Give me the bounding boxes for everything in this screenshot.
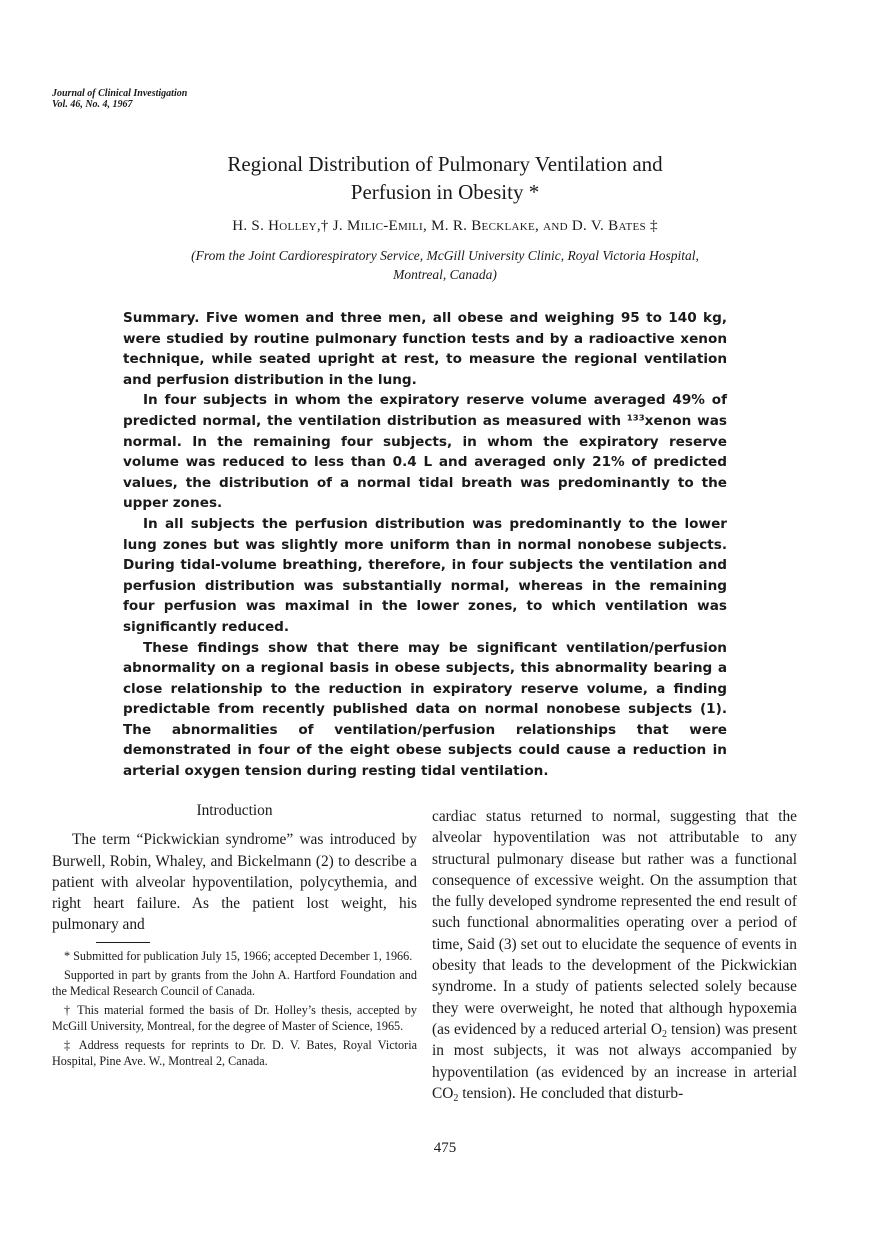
right-column-paragraph bbox=[432, 806, 797, 1104]
article-title bbox=[120, 150, 770, 206]
footnote-divider bbox=[96, 942, 150, 943]
co2-subscript: 2 bbox=[453, 1092, 459, 1104]
section-heading-introduction: Introduction bbox=[196, 802, 273, 819]
right-text-part-1: cardiac status returned to normal, suggesting that the alveolar hypoventilation was not attributable to any structural pulmonary disease but rather was a functional consequence of excessive weight. On the assumption that the fully developed syndrome represented the end result of such functional abnormalities operating over a period of time, Said (3) set out to elucidate the sequence of events in obesity that leads to the development of the Pickwickian syndrome. In a study of patients selected solely because they were overweight, he noted that although hypoxemia (as evidenced by a reduced arterial O bbox=[432, 808, 797, 1038]
summary-paragraph-4: These findings show that there may be significant ventilation/perfusion abnormality on a regional basis in obese subjects, this abnormality bearing a close relationship to the reduction in expiratory reserve volume, a finding predictable from recently published data on normal nonobese subjects (1). The abnormalities of ventilation/perfusion relationships that were demonstrated in four of the eight obese subjects could cause a reduction in arterial oxygen tension during resting tidal ventilation. bbox=[123, 639, 727, 780]
journal-volume: Vol. 46, No. 4, 1967 bbox=[52, 99, 133, 110]
author-milic-emili: J. Milic-Emili, bbox=[332, 218, 432, 234]
footnote-submitted: * Submitted for publication July 15, 1966; accepted December 1, 1966. bbox=[64, 948, 413, 963]
author-bates: and D. V. Bates ‡ bbox=[543, 218, 658, 234]
footnote-reprints: ‡ Address requests for reprints to Dr. D. V. Bates, Royal Victoria Hospital, Pine Ave. W., Montreal 2, Canada. bbox=[52, 1038, 417, 1068]
left-column bbox=[52, 800, 417, 1073]
right-text-part-3: tension). He concluded that disturb- bbox=[458, 1084, 684, 1102]
right-text-part-2: tension) was present in most subjects, it was not always accompanied by hypoventilation (as evidenced by an increase in arterial CO bbox=[432, 1020, 797, 1102]
summary-paragraph-1: Summary. Five women and three men, all obese and weighing 95 to 140 kg, were studied by routine pulmonary function tests and by a radioactive xenon technique, while seated upright at rest, to measure the regional ventilation and perfusion distribution in the lung. bbox=[123, 310, 727, 388]
journal-citation bbox=[52, 88, 187, 110]
summary-paragraph-3: In all subjects the perfusion distribution was predominantly to the lower lung zones but was slightly more uniform than in normal nonobese subjects. During tidal-volume breathing, therefore, in four subjects the ventilation and perfusion distribution was substantially normal, whereas in the remaining four perfusion was maximal in the lower zones, to which ventilation was significantly reduced. bbox=[123, 515, 727, 635]
summary-block bbox=[123, 308, 727, 782]
page-number: 475 bbox=[433, 1140, 457, 1156]
footnote-support: Supported in part by grants from the John A. Hartford Foundation and the Medical Research Council of Canada. bbox=[52, 968, 417, 998]
intro-paragraph-1: The term “Pickwickian syndrome” was introduced by Burwell, Robin, Whaley, and Bickelmann (2) to describe a patient with alveolar hypoventilation, polycythemia, and right heart failure. As the patient lost weight, his pulmonary and bbox=[52, 831, 417, 934]
journal-name: Journal of Clinical Investigation bbox=[52, 88, 188, 99]
summary-paragraph-2: In four subjects in whom the expiratory reserve volume averaged 49% of predicted normal, the ventilation distribution as measured with ¹³³xenon was normal. In the remaining four subjects, in whom the expiratory reserve volume was reduced to less than 0.4 L and averaged only 21% of predicted values, the distribution of a normal tidal breath was predominantly to the upper zones. bbox=[123, 392, 727, 512]
author-holley: H. S. Holley,† bbox=[232, 218, 333, 234]
affiliation bbox=[120, 246, 770, 284]
footnotes bbox=[52, 949, 417, 1070]
footnote-thesis: † This material formed the basis of Dr. Holley’s thesis, accepted by McGill University, Montreal, for the degree of Master of Science, 1965. bbox=[52, 1003, 417, 1033]
title-line-2: Perfusion in Obesity * bbox=[350, 180, 540, 204]
affiliation-line-1: (From the Joint Cardiorespiratory Service, McGill University Clinic, Royal Victoria Hospital, bbox=[191, 248, 699, 263]
title-line-1: Regional Distribution of Pulmonary Ventilation and bbox=[227, 152, 663, 176]
right-column bbox=[432, 806, 797, 1104]
affiliation-line-2: Montreal, Canada) bbox=[393, 267, 497, 282]
o2-subscript: 2 bbox=[662, 1028, 667, 1040]
author-becklake: M. R. Becklake, bbox=[431, 218, 544, 234]
author-list bbox=[120, 218, 770, 235]
